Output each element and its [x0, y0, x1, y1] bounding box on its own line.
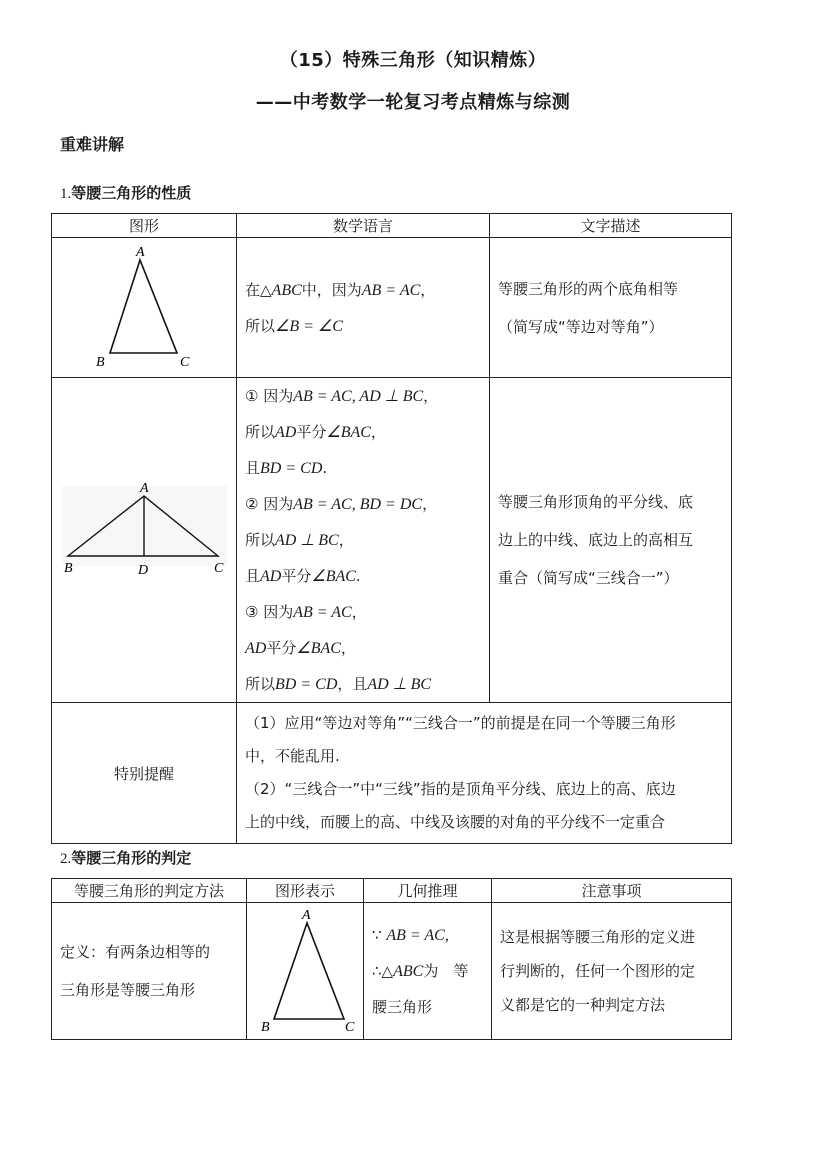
note-line: 义都是它的一种判定方法 — [500, 996, 666, 1014]
part2-title: 等腰三角形的判定 — [71, 849, 192, 867]
part1-heading — [60, 182, 191, 203]
text-fragment: ， — [423, 387, 439, 405]
method-line: 定义：有两条边相等的 — [60, 943, 211, 961]
text-fragment: 在△ — [245, 280, 272, 299]
header-reasoning: 几何推理 — [364, 879, 492, 903]
header-math-language: 数学语言 — [237, 214, 490, 238]
text-fragment: ， — [338, 531, 354, 549]
vertex-label-a: A — [302, 908, 311, 923]
criteria-figure — [247, 903, 364, 1040]
text-fragment: 平分 — [296, 423, 327, 441]
text-fragment: ， — [420, 280, 436, 299]
math-language-row-1 — [237, 238, 490, 378]
math-expression: ∠BAC — [296, 640, 341, 657]
math-line — [245, 666, 489, 702]
text-fragment: 平分 — [281, 567, 312, 585]
part2-heading — [60, 847, 191, 868]
note-line: 中，不能乱用. — [245, 747, 340, 765]
special-reminder-label: 特别提醒 — [52, 703, 237, 844]
triangle-with-altitude-figure — [52, 478, 237, 598]
header-notes: 注意事项 — [492, 879, 732, 903]
criteria-notes — [492, 903, 732, 1040]
header-text-description: 文字描述 — [490, 214, 732, 238]
header-figure: 图形 — [52, 214, 237, 238]
note-line: 这是根据等腰三角形的定义进 — [500, 928, 696, 946]
isosceles-triangle-figure — [247, 903, 364, 1035]
description-line: 等腰三角形的两个底角相等 — [498, 279, 679, 298]
criteria-method — [52, 903, 247, 1040]
criteria-row-1 — [52, 903, 732, 1040]
text-fragment: ， — [340, 639, 356, 657]
properties-row-3 — [52, 703, 732, 844]
text-fragment: ① 因为 — [245, 387, 294, 405]
math-expression: AB = AC, — [386, 927, 449, 944]
vertex-label-b: B — [96, 355, 105, 370]
text-description-row-1 — [490, 238, 732, 378]
math-line — [245, 450, 489, 486]
because-symbol: ∵ — [372, 926, 382, 944]
math-line — [245, 414, 489, 450]
text-fragment: 中，因为 — [301, 280, 362, 299]
vertex-label-a: A — [140, 481, 149, 496]
math-expression: AB = AC, BD = DC — [293, 496, 423, 513]
page-title: （15）特殊三角形（知识精炼） — [279, 50, 547, 71]
figure-three-lines-in-one — [52, 378, 237, 703]
math-expression: AD — [245, 640, 267, 657]
isosceles-triangle-figure — [52, 238, 237, 373]
math-expression: BD = CD — [275, 676, 338, 693]
method-line: 三角形是等腰三角形 — [60, 981, 196, 999]
math-expression: ABC — [271, 281, 302, 299]
math-expression: AB = AC — [293, 604, 352, 621]
text-fragment: 平分 — [266, 639, 297, 657]
math-line — [245, 308, 489, 344]
vertex-label-b: B — [64, 561, 73, 576]
text-fragment: 所以 — [245, 423, 276, 441]
vertex-label-c: C — [345, 1020, 355, 1035]
math-line — [245, 378, 489, 414]
text-fragment: ， — [422, 495, 438, 513]
math-expression: AD — [275, 424, 297, 441]
math-line — [245, 558, 489, 594]
math-expression: ∠BAC — [326, 424, 371, 441]
text-fragment: 为 等 — [423, 962, 469, 980]
part2-number: 2. — [60, 851, 72, 867]
reasoning-line — [372, 953, 491, 989]
therefore-symbol: ∴△ — [372, 962, 394, 980]
section-heading: 重难讲解 — [60, 135, 125, 154]
figure-isosceles-triangle — [52, 238, 237, 378]
part1-title: 等腰三角形的性质 — [71, 184, 192, 202]
math-expression: ABC — [393, 963, 424, 980]
text-fragment: 所以 — [245, 531, 276, 549]
math-expression: AD ⊥ BC — [275, 532, 339, 549]
criteria-table — [51, 878, 732, 1040]
reasoning-line: 腰三角形 — [372, 998, 433, 1016]
note-line: （2）“三线合一”中“三线”指的是顶角平分线、底边上的高、底边 — [245, 780, 676, 798]
math-expression: AD — [260, 568, 282, 585]
header-method: 等腰三角形的判定方法 — [52, 879, 247, 903]
description-line: 边上的中线、底边上的高相互 — [498, 531, 694, 549]
properties-table-header — [52, 214, 732, 238]
text-fragment: ，且 — [337, 675, 368, 693]
description-line: （简写成“等边对等角”） — [498, 317, 664, 336]
math-expression: ∠BAC — [311, 568, 356, 585]
math-expression: ∠B = ∠C — [275, 317, 343, 335]
math-line — [245, 522, 489, 558]
text-fragment: 所以 — [245, 316, 276, 335]
vertex-label-c: C — [214, 561, 224, 576]
note-line: 上的中线，而腰上的高、中线及该腰的对角的平分线不一定重合 — [245, 813, 666, 831]
text-fragment: . — [322, 459, 328, 477]
properties-table — [51, 213, 732, 844]
properties-row-2 — [52, 378, 732, 703]
math-expression: BD = CD — [260, 460, 323, 477]
math-expression: AD ⊥ BC — [367, 676, 432, 693]
math-language-row-2 — [237, 378, 490, 703]
criteria-reasoning — [364, 903, 492, 1040]
note-line: 行判断的，任何一个图形的定 — [500, 962, 696, 980]
math-line — [245, 486, 489, 522]
criteria-table-header — [52, 879, 732, 903]
note-line: （1）应用“等边对等角”“三线合一”的前提是在同一个等腰三角形 — [245, 714, 676, 732]
page-subtitle: ——中考数学一轮复习考点精炼与综测 — [255, 92, 571, 113]
math-line — [245, 630, 489, 666]
text-fragment: ， — [370, 423, 386, 441]
text-fragment: . — [355, 567, 361, 585]
properties-row-1 — [52, 238, 732, 378]
description-line: 重合（简写成“三线合一”） — [498, 569, 679, 587]
text-fragment: ② 因为 — [245, 495, 294, 513]
part1-number: 1. — [60, 186, 72, 202]
reasoning-line — [372, 917, 491, 953]
description-line: 等腰三角形顶角的平分线、底 — [498, 493, 694, 511]
math-line — [245, 594, 489, 630]
vertex-label-b: B — [261, 1020, 270, 1035]
header-figure: 图形表示 — [247, 879, 364, 903]
math-expression: AB = AC, AD ⊥ BC — [293, 388, 424, 405]
math-line — [245, 272, 489, 308]
vertex-label-a: A — [136, 245, 145, 260]
text-fragment: ， — [351, 603, 367, 621]
text-fragment: 且 — [245, 459, 261, 477]
text-fragment: 所以 — [245, 675, 276, 693]
text-fragment: ③ 因为 — [245, 603, 294, 621]
vertex-label-d: D — [138, 563, 149, 578]
special-reminder-notes — [237, 703, 732, 844]
text-description-row-2 — [490, 378, 732, 703]
text-fragment: 且 — [245, 567, 261, 585]
math-expression: AB = AC — [361, 281, 421, 299]
vertex-label-c: C — [180, 355, 190, 370]
